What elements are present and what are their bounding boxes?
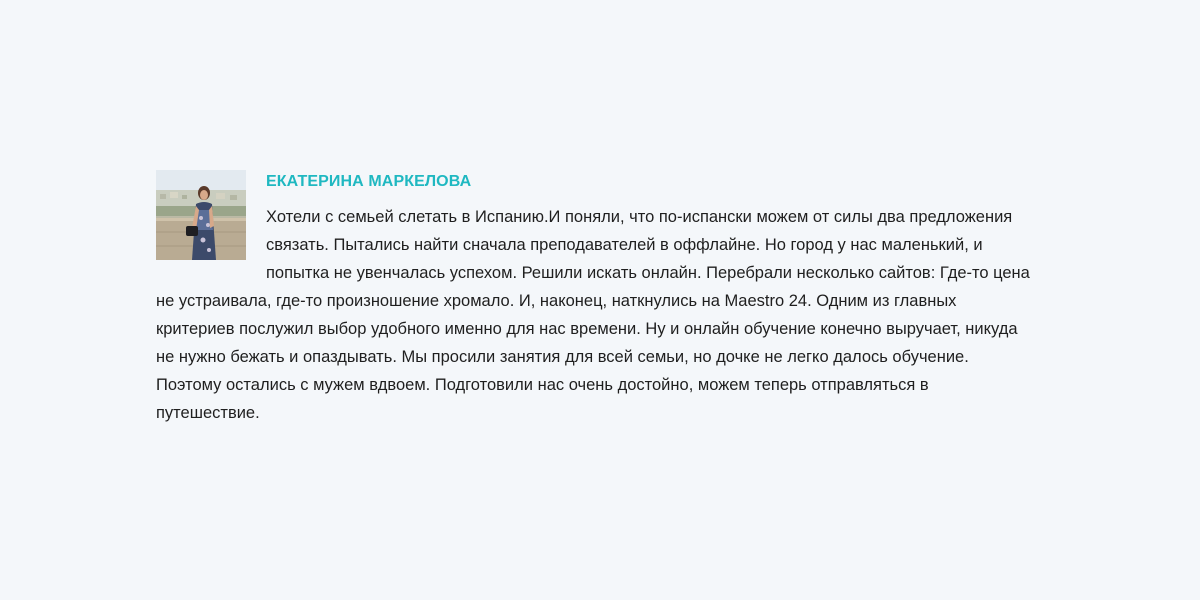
review-text: Хотели с семьей слетать в Испанию.И поняли, что по-испански можем от силы два предложения связать. Пытались найти сначала преподавателей в оффлайне. Но город у нас маленький, и попытка не увенчалась успехом. Решили искать онлайн. Перебрали несколько сайтов: Где-то цена не устраивала, где-то произношение хромало. И, наконец, наткнулись на Maestro 24. Одним из главных критериев послужил выбор удобного именно для нас времени. Ну и онлайн обучение конечно выручает, никуда не нужно бежать и опаздывать. Мы просили занятия для всей семьи, но дочке не легко далось обучение. Поэтому остались с мужем вдвоем. Подготовили нас очень достойно, можем теперь отправляться в путешествие. [156, 208, 1030, 422]
author-name: ЕКАТЕРИНА МАРКЕЛОВА [266, 173, 472, 190]
author-photo-image [156, 170, 246, 260]
testimonial [156, 170, 1036, 427]
author-photo [156, 170, 246, 260]
